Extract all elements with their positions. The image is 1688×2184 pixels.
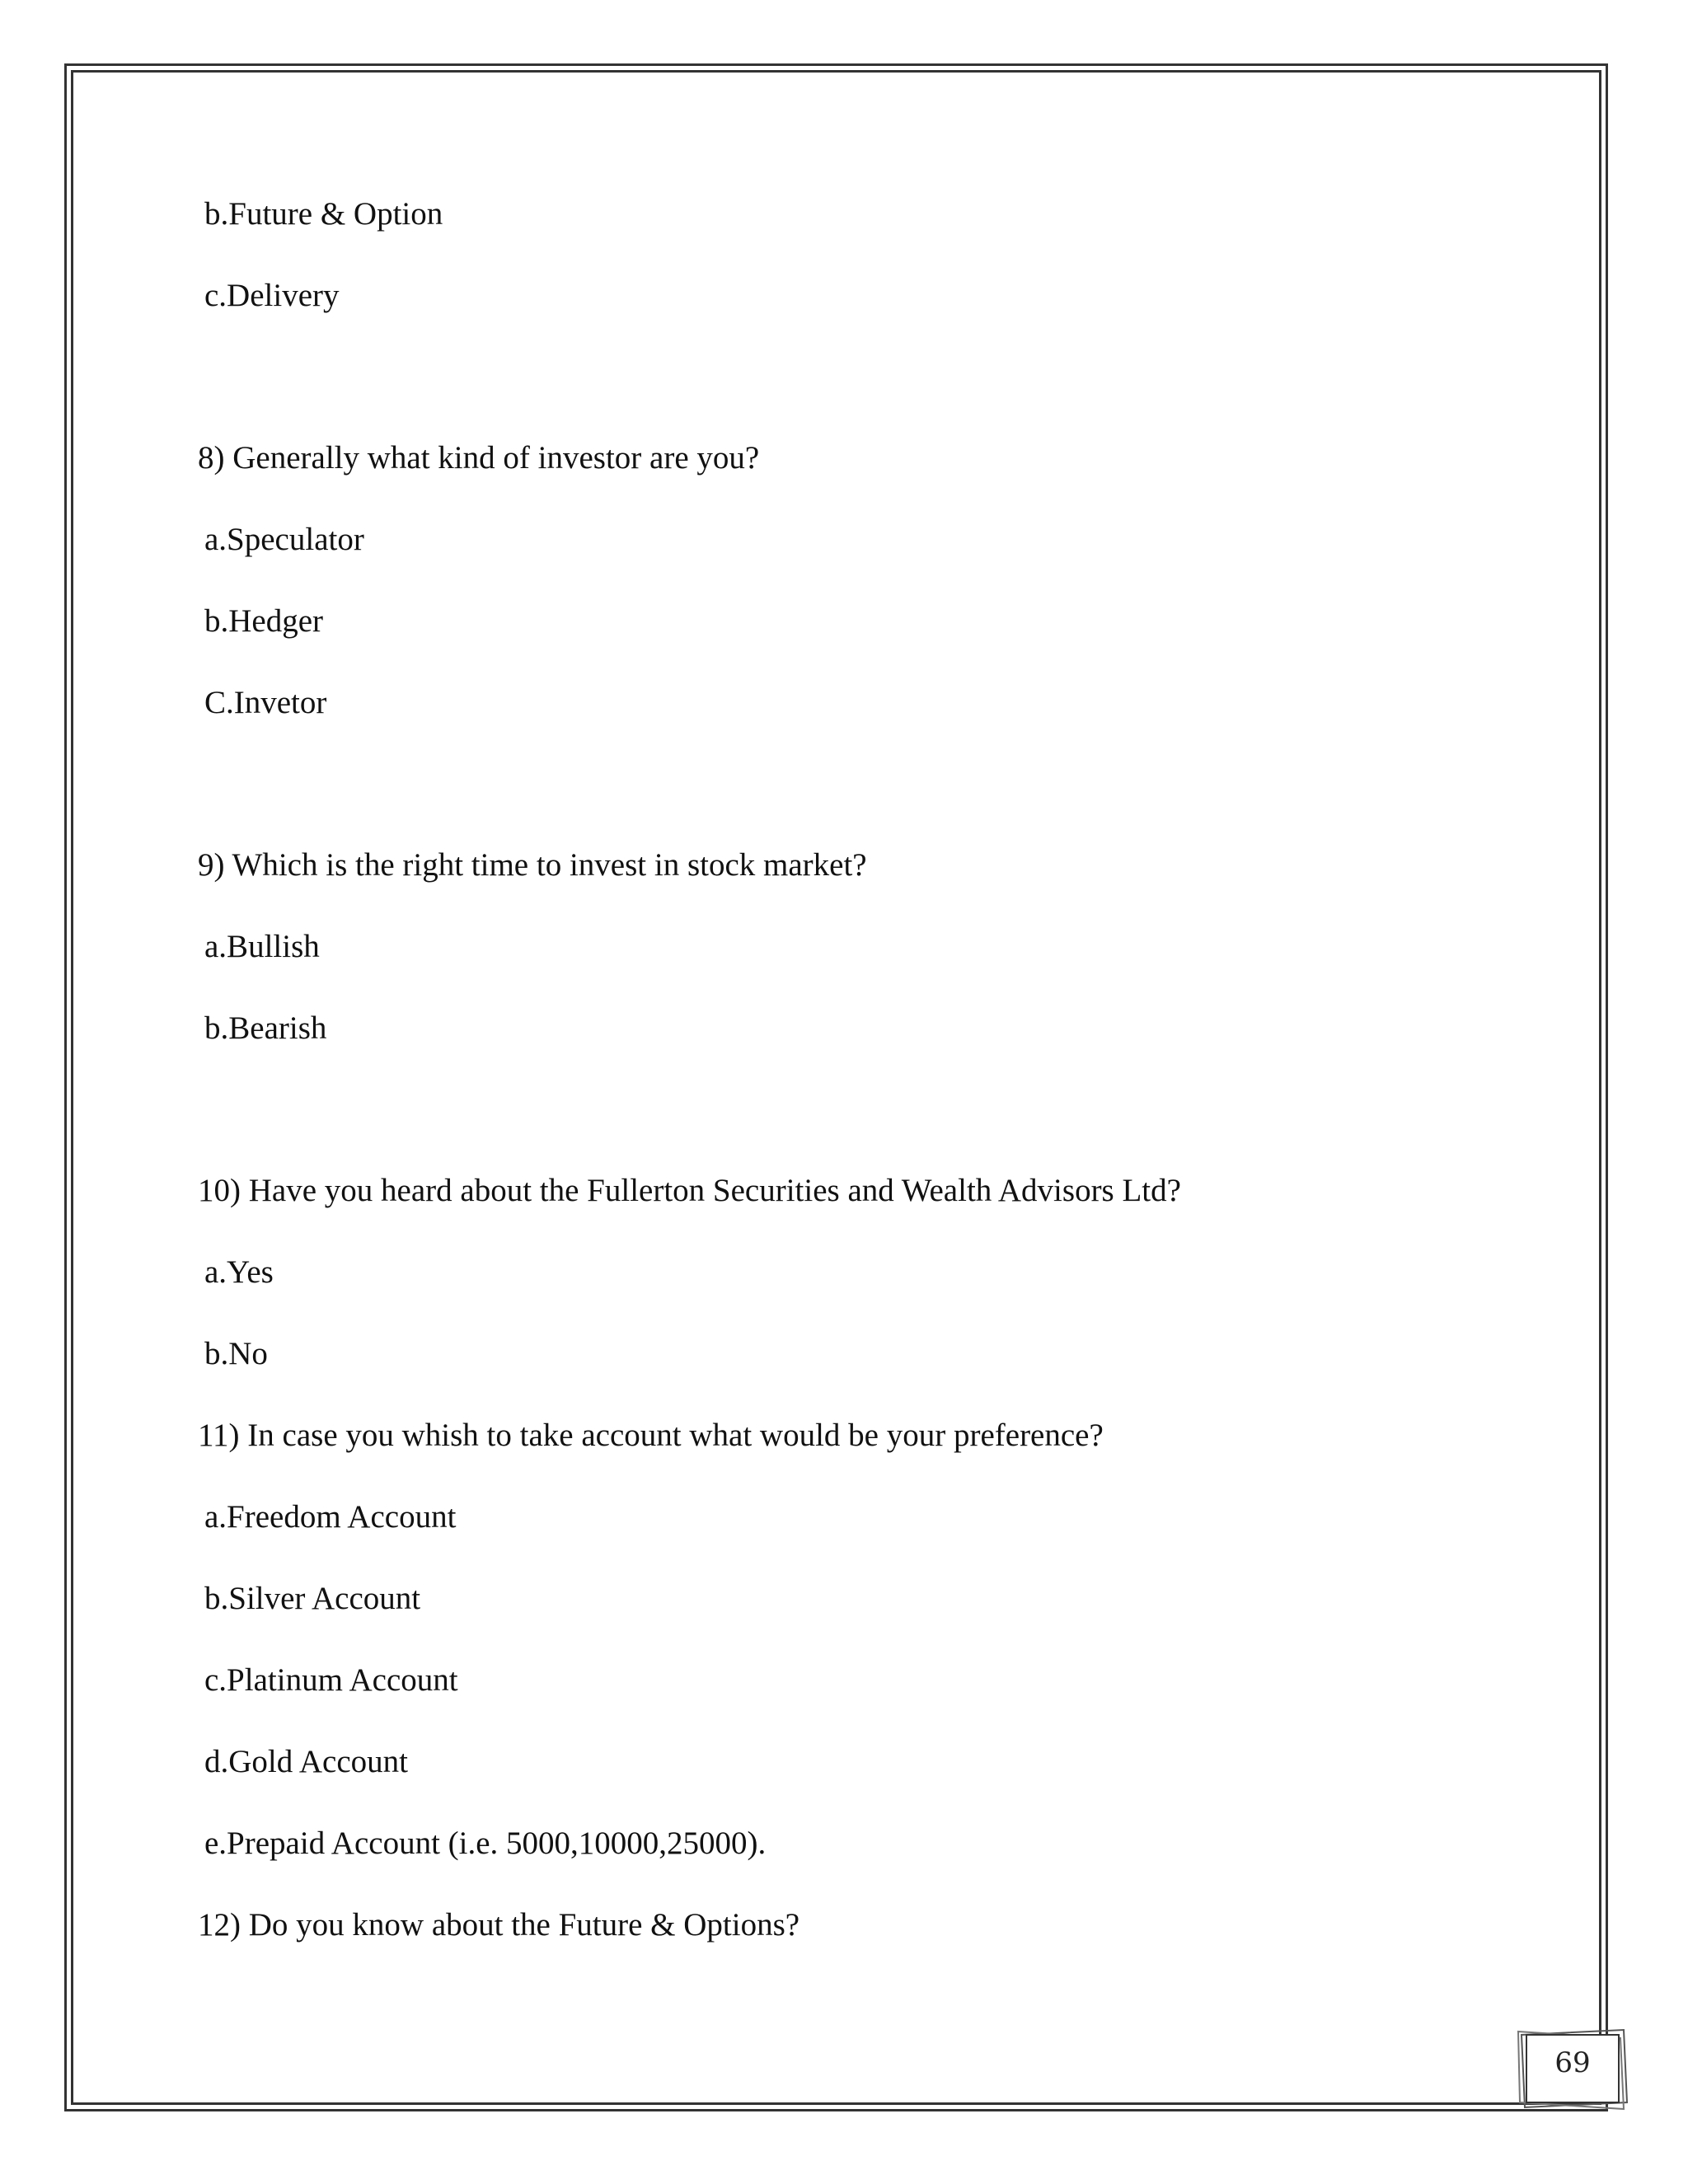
option-7c: c.Delivery (204, 278, 340, 313)
page-number-box (1515, 2023, 1630, 2114)
question-12: 12) Do you know about the Future & Options? (198, 1907, 800, 1943)
option-11c: c.Platinum Account (204, 1662, 458, 1698)
option-9b: b.Bearish (204, 1010, 327, 1046)
option-9a: a.Bullish (204, 929, 320, 964)
question-10: 10) Have you heard about the Fullerton Securities and Wealth Advisors Ltd? (198, 1173, 1181, 1208)
page-border-inner (71, 70, 1601, 2105)
option-11d: d.Gold Account (204, 1744, 408, 1779)
option-11a: a.Freedom Account (204, 1499, 457, 1535)
option-8a: a.Speculator (204, 522, 364, 557)
option-7b: b.Future & Option (204, 196, 443, 232)
option-11b: b.Silver Account (204, 1581, 421, 1616)
question-9: 9) Which is the right time to invest in stock market? (198, 847, 867, 883)
option-8b: b.Hedger (204, 603, 324, 639)
question-8: 8) Generally what kind of investor are you? (198, 440, 760, 476)
question-11: 11) In case you whish to take account what would be your preference? (198, 1418, 1104, 1453)
option-10a: a.Yes (204, 1254, 274, 1290)
page-number: 69 (1554, 2046, 1591, 2079)
option-8c: C.Invetor (204, 685, 327, 720)
option-11e: e.Prepaid Account (i.e. 5000,10000,25000). (204, 1825, 767, 1861)
option-10b: b.No (204, 1336, 268, 1371)
